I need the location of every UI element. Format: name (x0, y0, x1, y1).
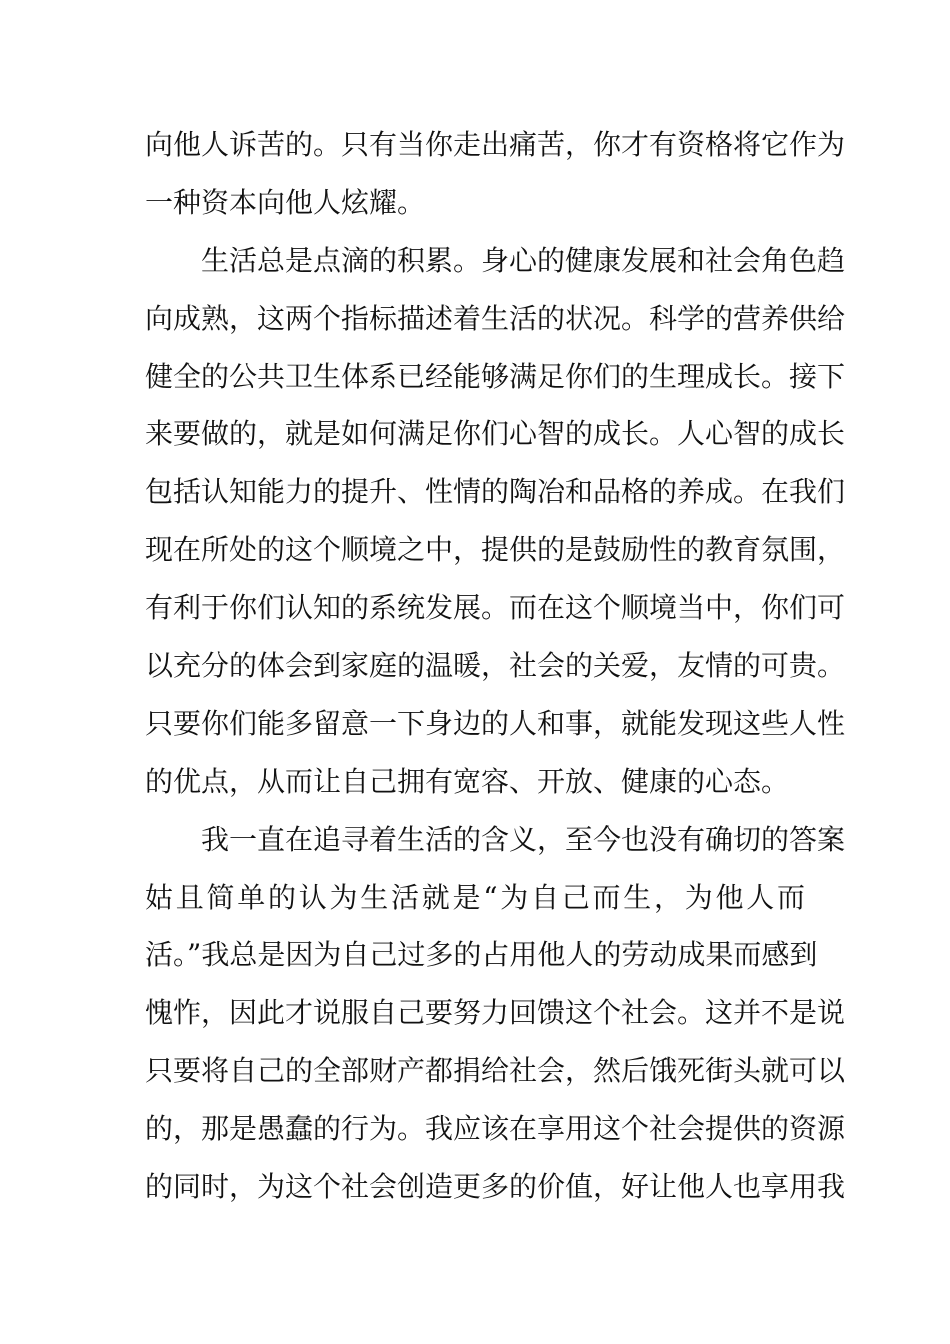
paragraph-start-line: 我一直在追寻着生活的含义，至今也没有确切的答案 (201, 822, 846, 856)
text-line: 现在所处的这个顺境之中，提供的是鼓励性的教育氛围， (145, 533, 846, 567)
paragraph-start-line: 生活总是点滴的积累。身心的健康发展和社会角色趋 (201, 243, 846, 277)
text-line: 愧怍，因此才说服自己要努力回馈这个社会。这并不是说 (145, 996, 846, 1030)
text-line: 的同时，为这个社会创造更多的价值，好让他人也享用我 (145, 1170, 846, 1204)
text-line: 的，那是愚蠢的行为。我应该在享用这个社会提供的资源 (145, 1112, 846, 1146)
text-line: 姑且简单的认为生活就是“为自己而生，为他人而 (145, 880, 805, 914)
body-text (145, 116, 846, 1216)
text-line: 一种资本向他人炫耀。 (145, 185, 426, 219)
text-line: 向成熟，这两个指标描述着生活的状况。科学的营养供给 (145, 301, 846, 335)
text-line: 活。”我总是因为自己过多的占用他人的劳动成果而感到 (145, 938, 818, 972)
text-line: 以充分的体会到家庭的温暖，社会的关爱，友情的可贵。 (145, 649, 846, 683)
text-line: 只要将自己的全部财产都捐给社会，然后饿死街头就可以 (145, 1054, 846, 1088)
text-line: 健全的公共卫生体系已经能够满足你们的生理成长。接下 (145, 359, 846, 393)
text-line: 来要做的，就是如何满足你们心智的成长。人心智的成长 (145, 417, 846, 451)
text-line: 包括认知能力的提升、性情的陶冶和品格的养成。在我们 (145, 475, 846, 509)
text-line: 向他人诉苦的。只有当你走出痛苦，你才有资格将它作为 (145, 128, 846, 161)
text-line: 的优点，从而让自己拥有宽容、开放、健康的心态。 (145, 764, 790, 798)
text-line: 有利于你们认知的系统发展。而在这个顺境当中，你们可 (145, 591, 846, 625)
text-line: 只要你们能多留意一下身边的人和事，就能发现这些人性 (145, 706, 846, 740)
